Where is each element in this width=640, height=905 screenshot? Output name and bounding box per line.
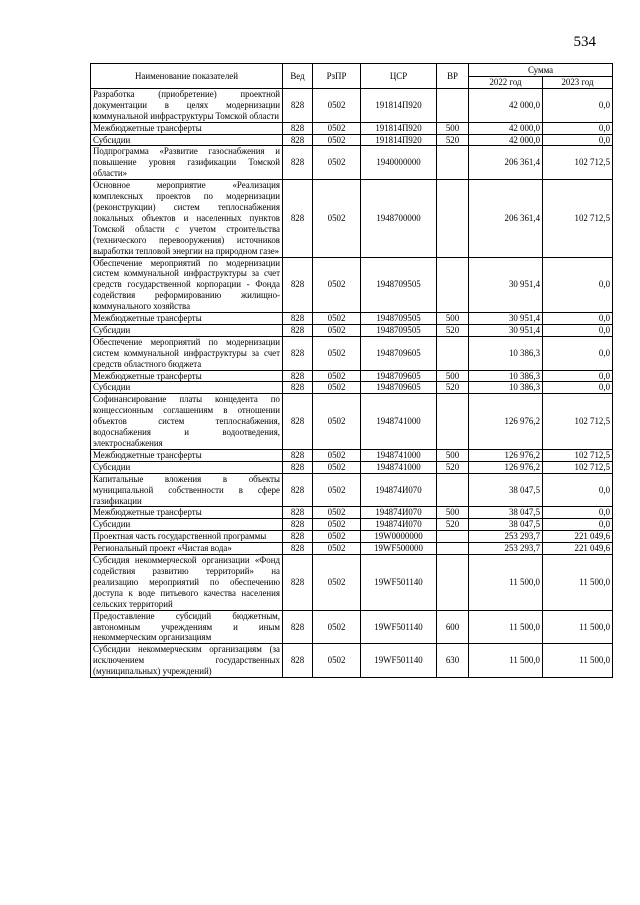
row-name: Предоставление субсидий бюджетным, автономным учреждениям и иным некоммерческим организациям bbox=[91, 610, 283, 644]
row-ved: 828 bbox=[283, 610, 313, 644]
row-vr bbox=[437, 180, 469, 257]
row-csr: 191814П920 bbox=[361, 134, 437, 146]
row-name: Основное мероприятие «Реализация комплексных проектов по модернизации (реконструкции) систем теплоснабжения локальных объектов и населенных пунктов Томской области с учетом строительства (технического перевооружения) источников выработки тепловой энергии на природном газе» bbox=[91, 180, 283, 257]
row-vr: 500 bbox=[437, 449, 469, 461]
row-vr bbox=[437, 543, 469, 555]
page-number: 534 bbox=[573, 34, 596, 50]
row-csr: 1948709505 bbox=[361, 324, 437, 336]
row-amount-2023: 11 500,0 bbox=[543, 555, 613, 611]
row-vr: 520 bbox=[437, 324, 469, 336]
row-amount-2023: 0,0 bbox=[543, 134, 613, 146]
row-name: Обеспечение мероприятий по модернизации систем коммунальной инфраструктуры за счет средств государственной корпорации - Фонда содействия реформированию жилищно-коммунального хозяйства bbox=[91, 257, 283, 313]
row-csr: 1948709605 bbox=[361, 336, 437, 370]
row-name: Разработка (приобретение) проектной документации в целях модернизации коммунальной инфраструктуры Томской области bbox=[91, 88, 283, 122]
budget-table bbox=[90, 63, 613, 678]
row-amount-2023: 0,0 bbox=[543, 519, 613, 531]
row-rzpr: 0502 bbox=[313, 555, 361, 611]
row-csr: 19WF501140 bbox=[361, 644, 437, 678]
table-row bbox=[91, 531, 613, 543]
row-csr: 19WF501140 bbox=[361, 555, 437, 611]
row-ved: 828 bbox=[283, 122, 313, 134]
row-rzpr: 0502 bbox=[313, 336, 361, 370]
row-amount-2023: 0,0 bbox=[543, 257, 613, 313]
row-amount-2023: 0,0 bbox=[543, 507, 613, 519]
row-name: Межбюджетные трансферты bbox=[91, 370, 283, 382]
row-rzpr: 0502 bbox=[313, 88, 361, 122]
row-ved: 828 bbox=[283, 313, 313, 325]
row-name: Обеспечение мероприятий по модернизации систем коммунальной инфраструктуры за счет средств областного бюджета bbox=[91, 336, 283, 370]
row-amount-2022: 11 500,0 bbox=[469, 610, 543, 644]
row-amount-2022: 126 976,2 bbox=[469, 449, 543, 461]
row-amount-2023: 0,0 bbox=[543, 336, 613, 370]
header-ved: Вед bbox=[283, 64, 313, 89]
row-amount-2023: 0,0 bbox=[543, 370, 613, 382]
row-vr bbox=[437, 473, 469, 507]
row-amount-2023: 221 049,6 bbox=[543, 543, 613, 555]
row-name: Субсидии bbox=[91, 519, 283, 531]
row-csr: 1948709605 bbox=[361, 370, 437, 382]
row-amount-2022: 10 386,3 bbox=[469, 382, 543, 394]
row-amount-2022: 126 976,2 bbox=[469, 461, 543, 473]
row-ved: 828 bbox=[283, 644, 313, 678]
row-csr: 19WF500000 bbox=[361, 543, 437, 555]
row-vr: 520 bbox=[437, 382, 469, 394]
row-amount-2023: 11 500,0 bbox=[543, 644, 613, 678]
row-name: Проектная часть государственной программы bbox=[91, 531, 283, 543]
row-rzpr: 0502 bbox=[313, 324, 361, 336]
row-ved: 828 bbox=[283, 555, 313, 611]
table-row bbox=[91, 313, 613, 325]
table-row bbox=[91, 610, 613, 644]
row-rzpr: 0502 bbox=[313, 519, 361, 531]
row-amount-2023: 221 049,6 bbox=[543, 531, 613, 543]
row-rzpr: 0502 bbox=[313, 180, 361, 257]
table-row bbox=[91, 473, 613, 507]
row-csr: 194874И070 bbox=[361, 473, 437, 507]
row-amount-2023: 11 500,0 bbox=[543, 610, 613, 644]
row-rzpr: 0502 bbox=[313, 449, 361, 461]
row-amount-2022: 11 500,0 bbox=[469, 555, 543, 611]
table-row bbox=[91, 555, 613, 611]
row-ved: 828 bbox=[283, 324, 313, 336]
row-ved: 828 bbox=[283, 88, 313, 122]
row-amount-2022: 42 000,0 bbox=[469, 122, 543, 134]
table-row bbox=[91, 180, 613, 257]
row-amount-2023: 0,0 bbox=[543, 473, 613, 507]
row-ved: 828 bbox=[283, 519, 313, 531]
row-csr: 1948709505 bbox=[361, 313, 437, 325]
table-row bbox=[91, 461, 613, 473]
row-vr: 520 bbox=[437, 134, 469, 146]
table-body bbox=[91, 88, 613, 677]
row-name: Капитальные вложения в объекты муниципальной собственности в сфере газификации bbox=[91, 473, 283, 507]
row-ved: 828 bbox=[283, 507, 313, 519]
table-row bbox=[91, 336, 613, 370]
row-amount-2023: 0,0 bbox=[543, 88, 613, 122]
table-row bbox=[91, 146, 613, 180]
row-name: Межбюджетные трансферты bbox=[91, 313, 283, 325]
table-row bbox=[91, 134, 613, 146]
row-rzpr: 0502 bbox=[313, 257, 361, 313]
table-row bbox=[91, 507, 613, 519]
row-vr: 500 bbox=[437, 313, 469, 325]
row-ved: 828 bbox=[283, 543, 313, 555]
row-ved: 828 bbox=[283, 394, 313, 450]
header-vr: ВР bbox=[437, 64, 469, 89]
row-name: Подпрограмма «Развитие газоснабжения и повышение уровня газификации Томской области» bbox=[91, 146, 283, 180]
row-name: Межбюджетные трансферты bbox=[91, 507, 283, 519]
row-vr: 500 bbox=[437, 370, 469, 382]
row-csr: 1948741000 bbox=[361, 449, 437, 461]
row-amount-2022: 253 293,7 bbox=[469, 543, 543, 555]
row-rzpr: 0502 bbox=[313, 122, 361, 134]
row-amount-2022: 10 386,3 bbox=[469, 370, 543, 382]
row-csr: 19W0000000 bbox=[361, 531, 437, 543]
row-csr: 1948709605 bbox=[361, 382, 437, 394]
row-csr: 1948741000 bbox=[361, 394, 437, 450]
row-amount-2022: 30 951,4 bbox=[469, 257, 543, 313]
row-vr bbox=[437, 336, 469, 370]
row-rzpr: 0502 bbox=[313, 370, 361, 382]
row-ved: 828 bbox=[283, 336, 313, 370]
row-amount-2022: 42 000,0 bbox=[469, 88, 543, 122]
row-ved: 828 bbox=[283, 382, 313, 394]
row-amount-2022: 42 000,0 bbox=[469, 134, 543, 146]
row-amount-2022: 10 386,3 bbox=[469, 336, 543, 370]
row-amount-2023: 102 712,5 bbox=[543, 461, 613, 473]
row-name: Субсидия некоммерческой организации «Фонд содействия развитию территорий» на реализацию мероприятий по обеспечению доступа к воде питьевого качества населения сельских территорий bbox=[91, 555, 283, 611]
row-amount-2022: 30 951,4 bbox=[469, 313, 543, 325]
row-name: Межбюджетные трансферты bbox=[91, 122, 283, 134]
row-rzpr: 0502 bbox=[313, 313, 361, 325]
row-ved: 828 bbox=[283, 449, 313, 461]
row-ved: 828 bbox=[283, 257, 313, 313]
row-amount-2023: 102 712,5 bbox=[543, 146, 613, 180]
row-amount-2023: 0,0 bbox=[543, 313, 613, 325]
row-amount-2022: 11 500,0 bbox=[469, 644, 543, 678]
table-row bbox=[91, 449, 613, 461]
row-amount-2022: 126 976,2 bbox=[469, 394, 543, 450]
header-name: Наименование показателей bbox=[91, 64, 283, 89]
row-amount-2023: 0,0 bbox=[543, 122, 613, 134]
row-name: Субсидии bbox=[91, 461, 283, 473]
table-row bbox=[91, 543, 613, 555]
row-amount-2022: 38 047,5 bbox=[469, 519, 543, 531]
row-csr: 19WF501140 bbox=[361, 610, 437, 644]
row-rzpr: 0502 bbox=[313, 146, 361, 180]
row-name: Субсидии bbox=[91, 324, 283, 336]
table-row bbox=[91, 519, 613, 531]
row-csr: 191814П920 bbox=[361, 88, 437, 122]
row-vr: 600 bbox=[437, 610, 469, 644]
header-rzpr: РзПР bbox=[313, 64, 361, 89]
header-csr: ЦСР bbox=[361, 64, 437, 89]
header-2023: 2023 год bbox=[543, 77, 613, 89]
row-vr bbox=[437, 555, 469, 611]
row-name: Региональный проект «Чистая вода» bbox=[91, 543, 283, 555]
row-csr: 194874И070 bbox=[361, 519, 437, 531]
row-amount-2023: 102 712,5 bbox=[543, 394, 613, 450]
row-rzpr: 0502 bbox=[313, 531, 361, 543]
table-row bbox=[91, 88, 613, 122]
row-amount-2023: 102 712,5 bbox=[543, 449, 613, 461]
row-rzpr: 0502 bbox=[313, 543, 361, 555]
row-amount-2023: 0,0 bbox=[543, 382, 613, 394]
row-amount-2022: 253 293,7 bbox=[469, 531, 543, 543]
row-vr: 500 bbox=[437, 122, 469, 134]
row-name: Субсидии bbox=[91, 134, 283, 146]
row-amount-2023: 0,0 bbox=[543, 324, 613, 336]
row-rzpr: 0502 bbox=[313, 473, 361, 507]
table-row bbox=[91, 122, 613, 134]
row-amount-2022: 38 047,5 bbox=[469, 507, 543, 519]
row-rzpr: 0502 bbox=[313, 610, 361, 644]
row-amount-2022: 206 361,4 bbox=[469, 146, 543, 180]
row-vr bbox=[437, 88, 469, 122]
row-vr: 630 bbox=[437, 644, 469, 678]
row-ved: 828 bbox=[283, 473, 313, 507]
header-2022: 2022 год bbox=[469, 77, 543, 89]
row-ved: 828 bbox=[283, 370, 313, 382]
row-vr: 500 bbox=[437, 507, 469, 519]
row-name: Межбюджетные трансферты bbox=[91, 449, 283, 461]
header-sum: Сумма bbox=[469, 64, 613, 77]
row-ved: 828 bbox=[283, 531, 313, 543]
row-vr: 520 bbox=[437, 519, 469, 531]
row-csr: 1940000000 bbox=[361, 146, 437, 180]
row-vr bbox=[437, 394, 469, 450]
table-row bbox=[91, 324, 613, 336]
table-row bbox=[91, 382, 613, 394]
row-vr bbox=[437, 531, 469, 543]
row-ved: 828 bbox=[283, 180, 313, 257]
row-csr: 1948700000 bbox=[361, 180, 437, 257]
row-rzpr: 0502 bbox=[313, 461, 361, 473]
row-vr: 520 bbox=[437, 461, 469, 473]
row-rzpr: 0502 bbox=[313, 507, 361, 519]
table-row bbox=[91, 370, 613, 382]
row-name: Субсидии bbox=[91, 382, 283, 394]
table-row bbox=[91, 394, 613, 450]
row-rzpr: 0502 bbox=[313, 644, 361, 678]
row-rzpr: 0502 bbox=[313, 394, 361, 450]
row-csr: 194874И070 bbox=[361, 507, 437, 519]
row-amount-2022: 206 361,4 bbox=[469, 180, 543, 257]
row-ved: 828 bbox=[283, 134, 313, 146]
row-name: Софинансирование платы концедента по концессионным соглашениям в отношении объектов систем теплоснабжения, водоснабжения и водоотведения, электроснабжения bbox=[91, 394, 283, 450]
row-csr: 191814П920 bbox=[361, 122, 437, 134]
row-csr: 1948741000 bbox=[361, 461, 437, 473]
row-amount-2022: 38 047,5 bbox=[469, 473, 543, 507]
table-row bbox=[91, 257, 613, 313]
row-ved: 828 bbox=[283, 146, 313, 180]
row-ved: 828 bbox=[283, 461, 313, 473]
row-vr bbox=[437, 146, 469, 180]
row-rzpr: 0502 bbox=[313, 134, 361, 146]
row-name: Субсидии некоммерческим организациям (за исключением государственных (муниципальных) учреждений) bbox=[91, 644, 283, 678]
row-csr: 1948709505 bbox=[361, 257, 437, 313]
row-amount-2023: 102 712,5 bbox=[543, 180, 613, 257]
row-amount-2022: 30 951,4 bbox=[469, 324, 543, 336]
table-row bbox=[91, 644, 613, 678]
row-vr bbox=[437, 257, 469, 313]
row-rzpr: 0502 bbox=[313, 382, 361, 394]
